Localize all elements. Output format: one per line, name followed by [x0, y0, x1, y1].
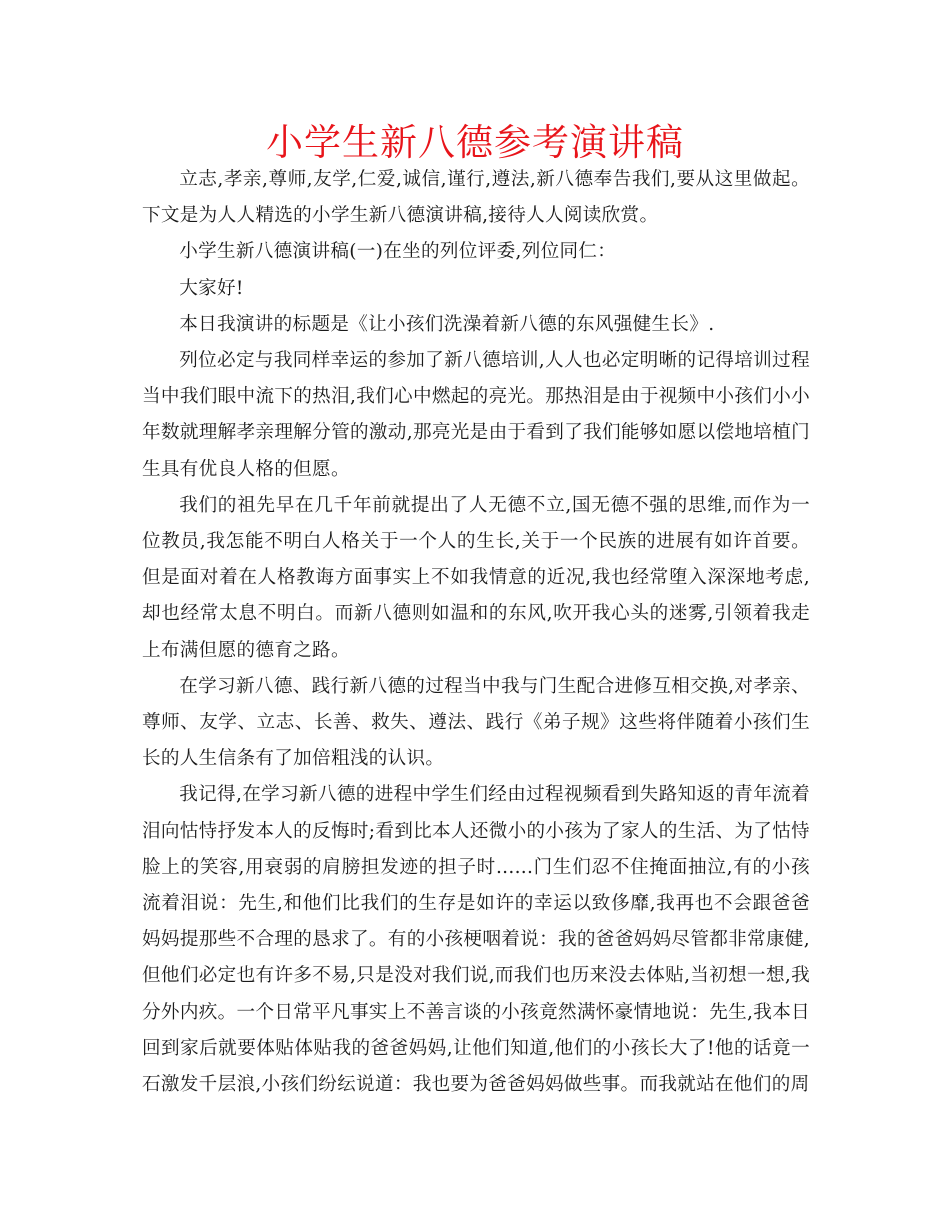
paragraph-learning: 在学习新八德、践行新八德的过程当中我与门生配合进修互相交换,对孝亲、尊师、友学、立志、长善、救失、遵法、践行《弟子规》这些将伴随着小孩们生长的人生信条有了加倍粗浅的认识。 — [142, 675, 810, 770]
paragraph-memory: 我记得,在学习新八德的进程中学生们经由过程视频看到失路知返的青年流着泪向怙恃抒发本人的反悔时;看到比本人还微小的小孩为了家人的生活、为了怙恃脸上的笑容,用衰弱的肩膀担发迹的担子时......门生们忍不住掩面抽泣,有的小孩流着泪说：先生,和他们比我们的生存是如许的幸运以致侈靡,我再也不会跟爸爸妈妈提那些不合理的恳求了。有的小孩梗咽着说：我的爸爸妈妈尽管都非常康健,但他们必定也有许多不易,只是没对我们说,而我们也历来没去体贴,当初想一想,我分外内疚。一个日常平凡事实上不善言谈的小孩竟然满怀豪情地说：先生,我本日回到家后就要体贴体贴我的爸爸妈妈,让他们知道,他们的小孩长大了!他的话竟一石激发千层浪,小孩们纷纭说道：我也要为爸爸妈妈做些事。而我就站在他们的周 — [142, 784, 810, 1096]
paragraph-speech-heading: 小学生新八德演讲稿(一)在坐的列位评委,列位同仁： — [179, 241, 617, 263]
paragraph-greeting: 大家好! — [179, 277, 244, 299]
document-body — [142, 162, 810, 1103]
paragraph-intro: 立志,孝亲,尊师,友学,仁爱,诚信,谨行,遵法,新八德奉告我们,要从这里做起。下文是为人人精选的小学生新八德演讲稿,接待人人阅读欣赏。 — [142, 169, 810, 227]
paragraph-training: 列位必定与我同样幸运的参加了新八德培训,人人也必定明晰的记得培训过程当中我们眼中流下的热泪,我们心中燃起的亮光。那热泪是由于视频中小孩们小小年数就理解孝亲理解分管的激动,那亮光是由于看到了我们能够如愿以偿地培植门生具有优良人格的但愿。 — [142, 350, 810, 480]
paragraph-ancestors: 我们的祖先早在几千年前就提出了人无德不立,国无德不强的思维,而作为一位教员,我怎能不明白人格关于一个人的生长,关于一个民族的进展有如许首要。但是面对着在人格教诲方面事实上不如我情意的近况,我也经常堕入深深地考虑,却也经常太息不明白。而新八德则如温和的东风,吹开我心头的迷雾,引领着我走上布满但愿的德育之路。 — [142, 494, 810, 661]
document-title: 小学生新八德参考演讲稿 — [266, 121, 684, 164]
paragraph-topic: 本日我演讲的标题是《让小孩们洗澡着新八德的东风强健生长》. — [179, 313, 715, 335]
